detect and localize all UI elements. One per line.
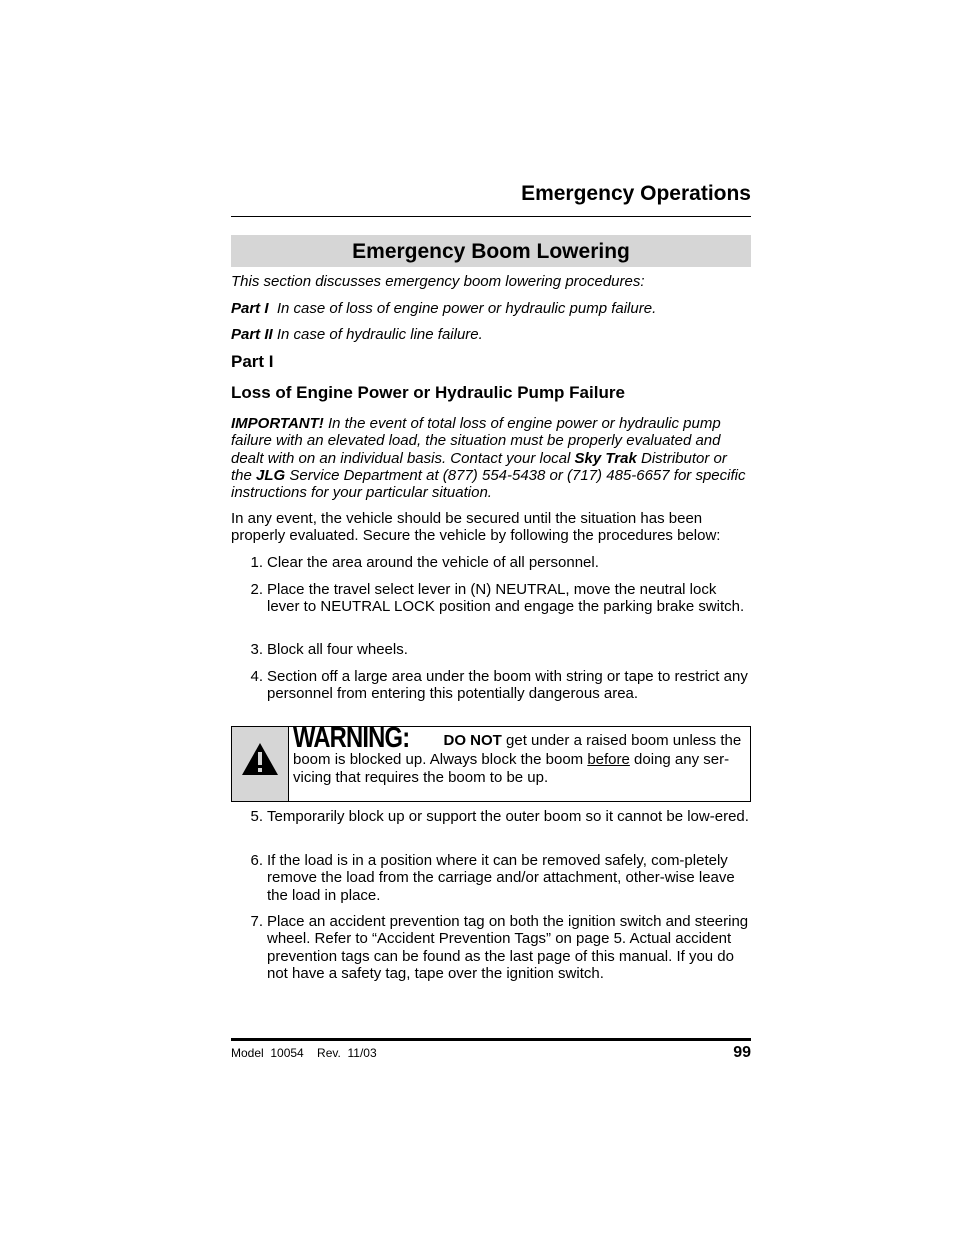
warning-box: [231, 722, 751, 802]
step-text: Place an accident prevention tag on both the ignition switch and steering wheel. Refer to “Accident Prevention Tags” on page 5. Actual accident prevention tags can be found as the last page of this manual. If you do not have a safety tag, tape over the ignition switch.: [267, 913, 749, 982]
section-title: Emergency Boom Lowering: [231, 235, 751, 267]
important-text-c: Service Department at (877) 554-5438 or (717) 485-6657 for specific instructions for your particular situation.: [231, 466, 746, 502]
list-item: [250, 913, 751, 982]
list-item: [250, 581, 751, 616]
footer-rule: [231, 1038, 751, 1041]
warning-do-not: DO NOT: [443, 732, 502, 749]
step-number: 1.: [250, 554, 263, 571]
page-number: 99: [733, 1044, 751, 1061]
part2-text: In case of hydraulic line failure.: [276, 326, 483, 343]
list-item: [250, 808, 751, 825]
important-label: IMPORTANT!: [231, 415, 324, 432]
list-item: [250, 554, 751, 571]
important-text-b: Distributor or the: [231, 449, 727, 484]
brand-sky-trak: Sky Trak: [574, 449, 637, 467]
important-text-a: In the event of total loss of engine power or hydraulic pump failure with an elevated load, the situation must be properly evaluated and dealt with on an individual basis. Contact your local: [231, 415, 721, 467]
important-note: [231, 415, 751, 501]
step-number: 5.: [250, 808, 263, 825]
list-item: [250, 641, 751, 658]
step-text: Section off a large area under the boom with string or tape to restrict any personnel from entering this potentially dangerous area.: [267, 668, 748, 703]
intro-part2: [231, 326, 751, 343]
body-paragraph: In any event, the vehicle should be secured until the situation has been properly evaluated. Secure the vehicle by following the procedures below:: [231, 510, 721, 545]
warning-text-b: doing any ser-vicing that requires the boom to be up.: [293, 750, 730, 786]
part1-text: In case of loss of engine power or hydraulic pump failure.: [276, 300, 657, 317]
intro-part1: [231, 300, 751, 317]
chapter-title: Emergency Operations: [521, 182, 751, 205]
subheading: Loss of Engine Power or Hydraulic Pump Failure: [231, 383, 625, 402]
part1-label: Part I: [231, 300, 269, 317]
step-text: Temporarily block up or support the outer boom so it cannot be low-ered.: [267, 808, 749, 825]
brand-jlg: JLG: [256, 466, 286, 484]
list-item: [250, 852, 751, 904]
step-number: 6.: [250, 852, 263, 869]
step-number: 2.: [250, 581, 263, 598]
list-item: [250, 668, 751, 703]
step-number: 7.: [250, 913, 263, 930]
step-number: 3.: [250, 641, 263, 658]
header-rule: [231, 216, 751, 217]
part-heading: Part I: [231, 352, 274, 371]
warning-text-a: get under a raised boom unless the boom is blocked up. Always block the boom: [293, 732, 742, 768]
warning-label: WARNING:: [293, 722, 410, 754]
warning-triangle-icon: [240, 737, 280, 789]
step-text: Clear the area around the vehicle of all personnel.: [267, 554, 599, 571]
warning-underlined: before: [587, 750, 630, 768]
step-number: 4.: [250, 668, 263, 685]
footer-model: Model 10054 Rev. 11/03: [231, 1046, 377, 1060]
warning-text: [293, 722, 748, 788]
step-text: Block all four wheels.: [267, 641, 408, 658]
part2-label: Part II: [231, 326, 273, 343]
step-text: Place the travel select lever in (N) NEUTRAL, move the neutral lock lever to NEUTRAL LOCK position and engage the parking brake switch.: [267, 581, 745, 616]
step-text: If the load is in a position where it can be removed safely, com-pletely remove the load from the carriage and/or attachment, other-wise leave the load in place.: [267, 852, 735, 904]
warning-icon-cell: [232, 727, 289, 801]
intro-text: This section discusses emergency boom lowering procedures:: [231, 273, 645, 290]
